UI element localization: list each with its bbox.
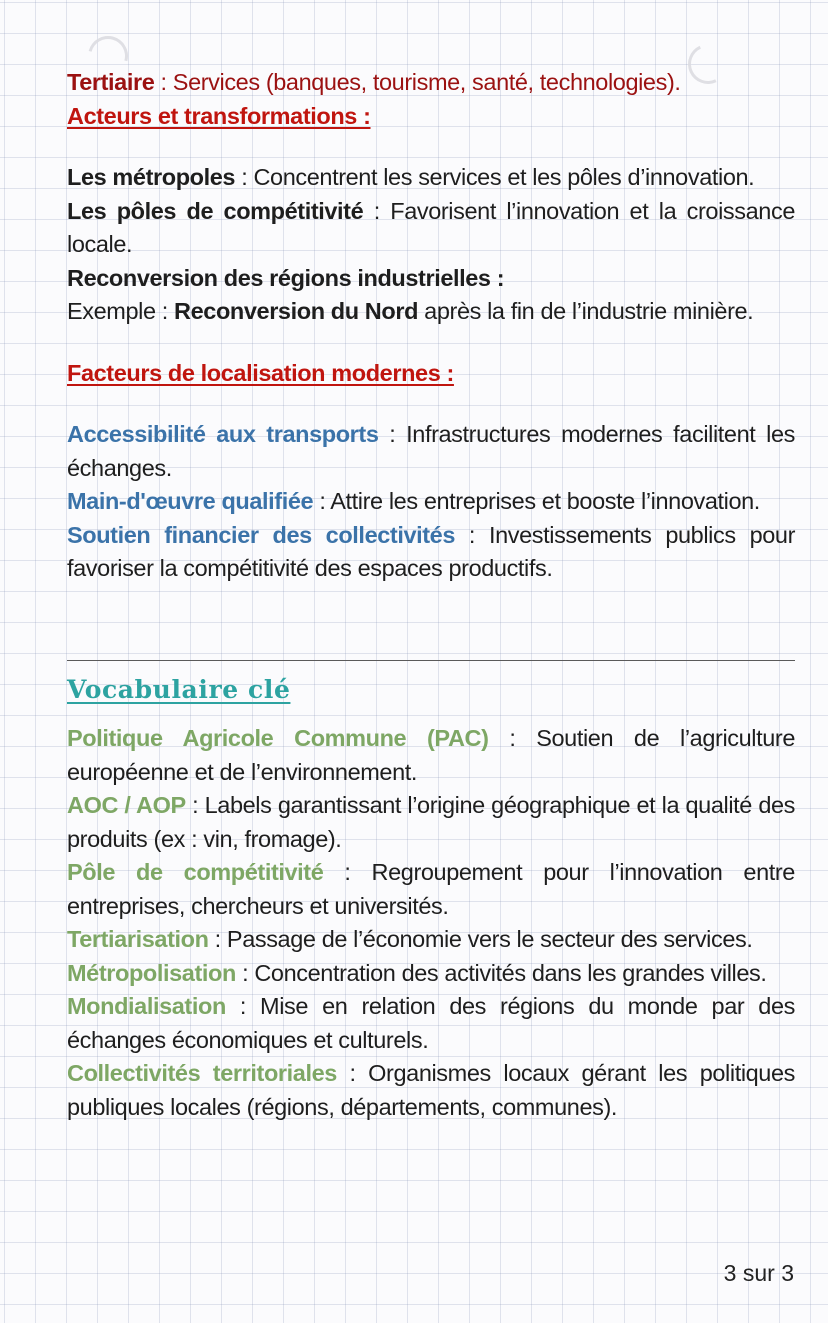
vocabulaire-title: Vocabulaire clé	[67, 675, 291, 704]
vocab-text: : Labels garantissant l’origine géographique et la qualité des produits (ex : vin, fromage).	[67, 792, 796, 852]
facteur-item	[67, 485, 795, 519]
vocab-term: Politique Agricole Commune (PAC)	[67, 725, 489, 751]
vocab-text: : Organismes locaux gérant les politiques publiques locales (régions, départements, communes).	[67, 1060, 795, 1120]
vocab-text: : Mise en relation des régions du monde par des échanges économiques et culturels.	[67, 993, 795, 1053]
vocab-term: Pôle de compétitivité	[67, 859, 324, 885]
facteur-item	[67, 519, 795, 586]
facteur-term: Soutien financier des collectivités	[67, 521, 456, 548]
poles-term: Les pôles de compétitivité	[67, 197, 364, 224]
reconversion-heading: Reconversion des régions industrielles :	[67, 264, 505, 291]
vocab-text: : Regroupement pour l’innovation entre entreprises, chercheurs et universités.	[67, 859, 795, 919]
metropoles-text: : Concentrent les services et les pôles d’innovation.	[235, 164, 755, 190]
facteur-text: : Investissements publics pour favoriser la compétitivité des espaces productifs.	[67, 521, 795, 581]
facteurs-heading: Facteurs de localisation modernes :	[67, 359, 454, 386]
vocab-text: : Passage de l’économie vers le secteur des services.	[208, 926, 753, 952]
vocab-text: : Concentration des activités dans les grandes villes.	[235, 959, 767, 986]
facteur-term: Main-d'œuvre qualifiée	[67, 488, 314, 514]
facteur-term: Accessibilité aux transports	[67, 421, 379, 447]
metropoles-term: Les métropoles	[67, 164, 236, 190]
vocab-item	[67, 990, 795, 1057]
tertiaire-term: Tertiaire	[67, 69, 155, 95]
exemple-text: après la fin de l’industrie minière.	[418, 298, 754, 324]
poles-line	[67, 195, 795, 262]
facteur-item	[67, 418, 795, 485]
vocab-item	[67, 1057, 795, 1124]
vocab-term: Tertiarisation	[67, 926, 209, 952]
page-number: 3 sur 3	[723, 1260, 794, 1286]
exemple-prefix: Exemple :	[67, 298, 175, 324]
exemple-term: Reconversion du Nord	[174, 298, 419, 324]
vocab-text: : Soutien de l’agriculture européenne et de l’environnement.	[67, 725, 796, 785]
facteur-text: : Infrastructures modernes facilitent les échanges.	[67, 421, 795, 481]
facteur-text: : Attire les entreprises et booste l’innovation.	[313, 488, 760, 514]
poles-text: : Favorisent l’innovation et la croissance locale.	[67, 197, 795, 257]
vocab-item	[67, 789, 795, 856]
vocab-term: Mondialisation	[67, 993, 226, 1019]
notes-section	[67, 66, 795, 586]
tertiaire-line	[67, 66, 795, 100]
vocabulaire-section	[67, 672, 795, 1124]
tertiaire-text: : Services (banques, tourisme, santé, technologies).	[154, 69, 681, 95]
acteurs-heading: Acteurs et transformations :	[67, 102, 371, 129]
vocab-term: Collectivités territoriales	[67, 1060, 337, 1086]
vocab-item	[67, 957, 795, 991]
exemple-line	[67, 295, 795, 329]
metropoles-line	[67, 161, 795, 195]
vocab-item	[67, 722, 795, 789]
section-divider	[67, 660, 795, 661]
vocab-term: AOC / AOP	[67, 792, 186, 818]
vocab-item	[67, 856, 795, 923]
vocab-item	[67, 923, 795, 957]
vocab-term: Métropolisation	[67, 959, 236, 986]
